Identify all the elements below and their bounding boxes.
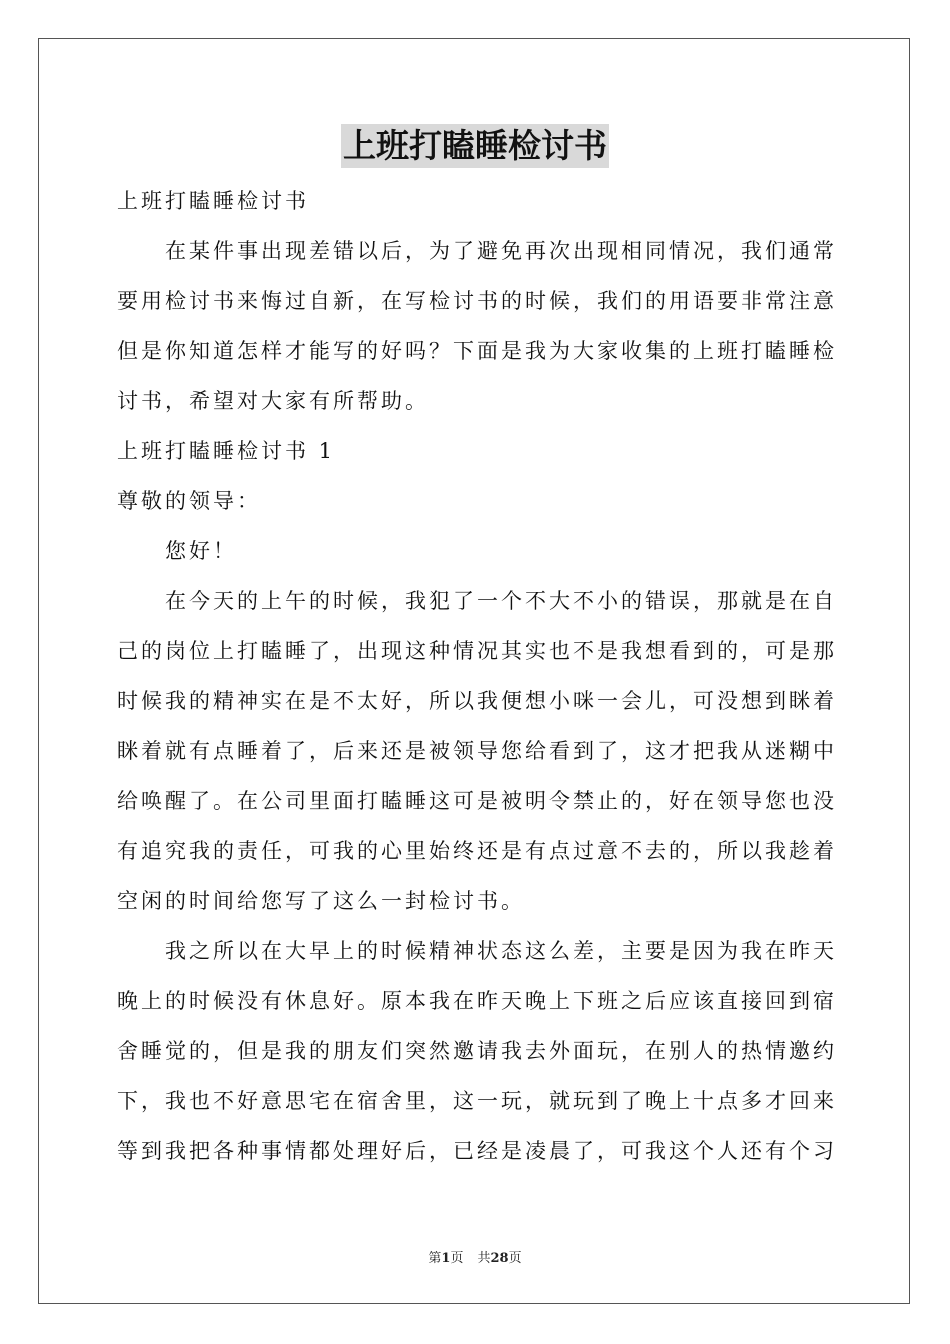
document-subtitle: 上班打瞌睡检讨书 [117,189,309,213]
intro-line: 在某件事出现差错以后，为了避免再次出现相同情况，我们通常 [165,239,837,263]
title-container [0,124,950,168]
page-suffix: 页 [450,1251,464,1266]
salutation: 尊敬的领导： [117,489,261,513]
intro-line: 讨书，希望对大家有所帮助。 [117,389,429,413]
paragraph-line: 有追究我的责任，可我的心里始终还是有点过意不去的，所以我趁着 [117,839,837,863]
section-heading: 上班打瞌睡检讨书 1 [117,439,336,463]
paragraph-line: 舍睡觉的，但是我的朋友们突然邀请我去外面玩，在别人的热情邀约 [117,1039,837,1063]
page-footer [0,1247,950,1266]
page-prefix: 第 [428,1251,442,1266]
paragraph-line: 晚上的时候没有休息好。原本我在昨天晚上下班之后应该直接回到宿 [117,989,837,1013]
paragraph-line: 下，我也不好意思宅在宿舍里，这一玩，就玩到了晚上十点多才回来 [117,1089,837,1113]
intro-line: 但是你知道怎样才能写的好吗？下面是我为大家收集的上班打瞌睡检 [117,339,837,363]
total-prefix: 共 [477,1251,491,1266]
paragraph-line: 我之所以在大早上的时候精神状态这么差，主要是因为我在昨天 [165,939,837,963]
paragraph-line: 时候我的精神实在是不太好，所以我便想小咪一会儿，可没想到眯着 [117,689,837,713]
page-number: 1 [441,1251,451,1266]
paragraph-line: 给唤醒了。在公司里面打瞌睡这可是被明令禁止的，好在领导您也没 [117,789,837,813]
document-body [117,176,837,1176]
paragraph-line: 空闲的时间给您写了这么一封检讨书。 [117,889,525,913]
total-pages: 28 [490,1251,509,1266]
greeting: 您好！ [165,539,237,563]
paragraph-line: 己的岗位上打瞌睡了，出现这种情况其实也不是我想看到的，可是那 [117,639,837,663]
paragraph-line: 在今天的上午的时候，我犯了一个不大不小的错误，那就是在自 [165,589,837,613]
paragraph-line: 等到我把各种事情都处理好后，已经是凌晨了，可我这个人还有个习 [117,1139,837,1163]
total-suffix: 页 [508,1251,522,1266]
document-title: 上班打瞌睡检讨书 [341,124,609,168]
intro-line: 要用检讨书来悔过自新，在写检讨书的时候，我们的用语要非常注意 [117,289,837,313]
paragraph-line: 眯着就有点睡着了，后来还是被领导您给看到了，这才把我从迷糊中 [117,739,837,763]
